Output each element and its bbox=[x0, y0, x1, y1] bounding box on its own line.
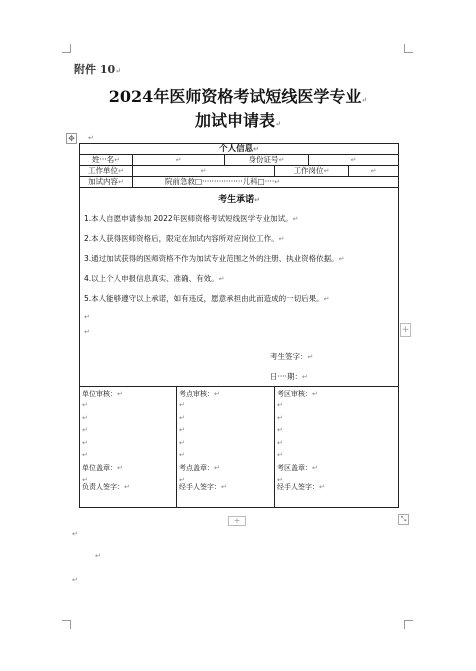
pledge-item-3: 3.通过加试获得的医师资格不作为加试专业范围之外的注册、执业资格依据。↵ bbox=[84, 254, 345, 263]
application-form-table[interactable] bbox=[79, 143, 399, 508]
review-row bbox=[80, 387, 399, 508]
option-emergency-checkbox[interactable]: 院前急救□················· bbox=[165, 177, 243, 186]
workplace-label: 工作单位↵ bbox=[80, 166, 133, 177]
name-id-row bbox=[80, 155, 399, 166]
exam-content-row bbox=[80, 177, 399, 188]
add-row-button[interactable]: + bbox=[228, 516, 246, 526]
pledge-item-1: 1.本人自愿申请参加 2022年医师资格考试短线医学专业加试。↵ bbox=[84, 214, 299, 223]
paragraph-mark: ↵ bbox=[95, 552, 101, 560]
crop-mark-top-left bbox=[62, 44, 71, 53]
unit-head-signature-label: 负责人签字：↵ bbox=[82, 482, 130, 491]
pledge-header: 考生承诺↵ bbox=[218, 195, 260, 205]
exam-area-review-label: 考区审核：↵ bbox=[277, 390, 318, 398]
paragraph-mark: ↵ bbox=[72, 530, 78, 538]
paragraph-mark: ↵ bbox=[88, 134, 94, 142]
pledge-item-2: 2.本人获得医师资格后，限定在加试内容所对应岗位工作。↵ bbox=[84, 234, 285, 243]
exam-area-seal-label: 考区盖章：↵ bbox=[277, 464, 318, 473]
crop-mark-bottom-left bbox=[62, 620, 71, 629]
name-field[interactable]: ↵ bbox=[133, 155, 225, 166]
document-title-line2: 加试申请表↵ bbox=[195, 111, 281, 130]
exam-site-seal-label: 考点盖章：↵ bbox=[179, 464, 220, 473]
exam-content-options: 院前急救□·················儿科□····↵ bbox=[133, 177, 399, 188]
exam-area-handler-signature-label: 经手人签字：↵ bbox=[277, 482, 325, 491]
add-column-button[interactable]: + bbox=[401, 325, 410, 335]
id-number-field[interactable]: ↵ bbox=[309, 155, 399, 166]
name-label: 姓···名↵ bbox=[80, 155, 133, 166]
pledge-item-4: 4.以上个人申报信息真实、准确、有效。↵ bbox=[84, 274, 225, 283]
unit-review-label: 单位审核：↵ bbox=[82, 390, 123, 398]
workplace-row bbox=[80, 166, 399, 177]
option-pediatrics-checkbox[interactable]: 儿科□···· bbox=[242, 177, 275, 186]
table-resize-handle-icon[interactable]: ⤡ bbox=[398, 514, 409, 525]
paragraph-mark: ↵ bbox=[84, 313, 90, 321]
crop-mark-bottom-right bbox=[404, 620, 413, 629]
unit-seal-label: 单位盖章：↵ bbox=[82, 464, 123, 473]
exam-area-review-cell[interactable]: 考区审核：↵ ↵ ↵ ↵ ↵ ↵ 考区盖章：↵ ↵ 经手人签字：↵ bbox=[275, 387, 399, 508]
table-move-handle-icon[interactable]: ✥ bbox=[66, 133, 77, 144]
pledge-date-label: 日····期：↵ bbox=[270, 372, 308, 381]
workplace-field[interactable]: ↵ bbox=[133, 166, 275, 177]
unit-review-cell[interactable]: 单位审核：↵ ↵ ↵ ↵ ↵ ↵ 单位盖章：↵ ↵ 负责人签字：↵ bbox=[80, 387, 177, 508]
pledge-item-5: 5.本人能够遵守以上承诺，如有违反，愿意承担由此而造成的一切后果。↵ bbox=[84, 294, 330, 303]
exam-content-label: 加试内容↵ bbox=[80, 177, 133, 188]
position-label: 工作岗位↵ bbox=[275, 166, 349, 177]
paragraph-mark: ↵ bbox=[72, 576, 78, 584]
candidate-signature-label: 考生签字：↵ bbox=[270, 352, 314, 361]
personal-info-header: 个人信息↵ bbox=[80, 144, 399, 155]
candidate-pledge-section bbox=[80, 188, 399, 387]
id-number-label: 身份证号↵ bbox=[225, 155, 309, 166]
position-field[interactable]: ↵ bbox=[349, 166, 399, 177]
exam-site-review-cell[interactable]: 考点审核：↵ ↵ ↵ ↵ ↵ ↵ 考点盖章：↵ ↵ 经手人签字：↵ bbox=[177, 387, 275, 508]
paragraph-mark: ↵ bbox=[84, 328, 90, 336]
document-title-line1: 2024年医师资格考试短线医学专业↵ bbox=[108, 87, 368, 106]
pledge-row bbox=[80, 188, 399, 387]
attachment-label: 附件 10↵ bbox=[74, 63, 122, 76]
exam-site-handler-signature-label: 经手人签字：↵ bbox=[179, 482, 227, 491]
personal-info-header-row bbox=[80, 144, 399, 155]
crop-mark-top-right bbox=[404, 44, 413, 53]
exam-site-review-label: 考点审核：↵ bbox=[179, 390, 220, 398]
